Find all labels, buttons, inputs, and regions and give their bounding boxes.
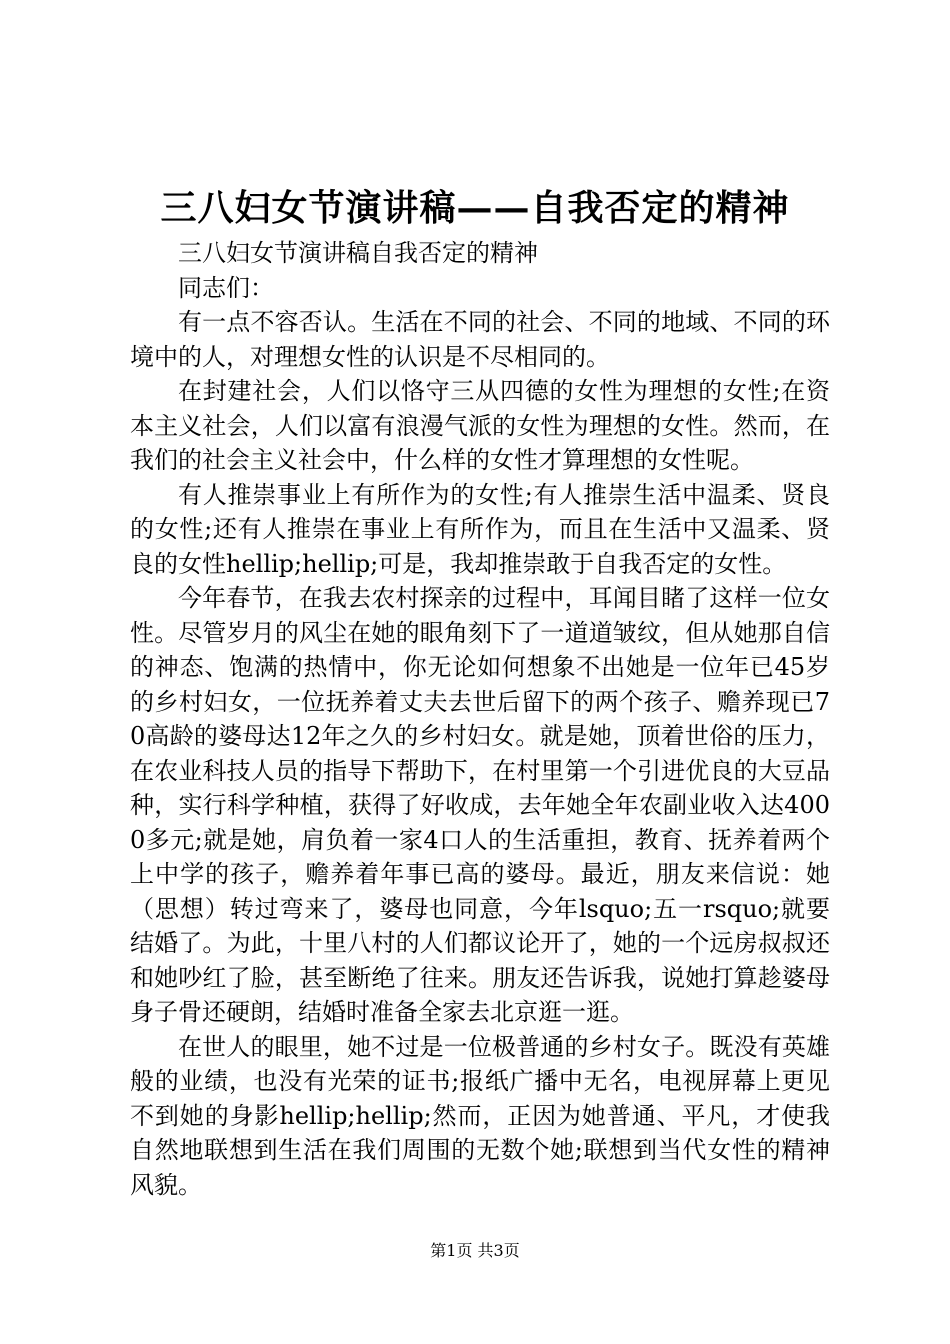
paragraph: 在世人的眼里，她不过是一位极普通的乡村女子。既没有英雄般的业绩，也没有光荣的证书;报纸广播中无名，电视屏幕上更见不到她的身影hellip;hellip;然而，正因为她普通、平凡，才使我自然地联想到生活在我们周围的无数个她;联想到当代女性的精神风貌。 xyxy=(130,1032,830,1199)
paragraph: 有一点不容否认。生活在不同的社会、不同的地域、不同的环境中的人，对理想女性的认识是不尽相同的。 xyxy=(130,308,830,371)
paragraph: 在封建社会，人们以恪守三从四德的女性为理想的女性;在资本主义社会，人们以富有浪漫气派的女性为理想的女性。然而，在我们的社会主义社会中，什么样的女性才算理想的女性呢。 xyxy=(130,377,830,474)
paragraph: 有人推崇事业上有所作为的女性;有人推崇生活中温柔、贤良的女性;还有人推崇在事业上有所作为，而且在生活中又温柔、贤良的女性hellip;hellip;可是，我却推崇敢于自我否定的女性。 xyxy=(130,480,830,578)
paragraph-subtitle: 三八妇女节演讲稿自我否定的精神 xyxy=(178,239,538,267)
document-body xyxy=(130,236,830,1202)
document-title: 三八妇女节演讲稿——自我否定的精神 xyxy=(160,187,790,229)
paragraph: 今年春节，在我去农村探亲的过程中，耳闻目睹了这样一位女性。尽管岁月的风尘在她的眼角刻下了一道道皱纹，但从她那自信的神态、饱满的热情中，你无论如何想象不出她是一位年已45岁的乡村妇女，一位抚养着丈夫去世后留下的两个孩子、赡养现已70高龄的婆母达12年之久的乡村妇女。就是她，顶着世俗的压力，在农业科技人员的指导下帮助下，在村里第一个引进优良的大豆品种，实行科学种植，获得了好收成，去年她全年农副业收入达4000多元;就是她，肩负着一家4口人的生活重担，教育、抚养着两个上中学的孩子，赡养着年事已高的婆母。最近，朋友来信说：她（思想）转过弯来了，婆母也同意，今年lsquo;五一rsquo;就要结婚了。为此，十里八村的人们都议论开了，她的一个远房叔叔还和她吵红了脸，甚至断绝了往来。朋友还告诉我，说她打算趁婆母身子骨还硬朗，结婚时准备全家去北京逛一逛。 xyxy=(130,584,830,1026)
paragraph-salutation: 同志们： xyxy=(178,273,274,302)
page-number-footer: 第1页 共3页 xyxy=(430,1241,520,1260)
